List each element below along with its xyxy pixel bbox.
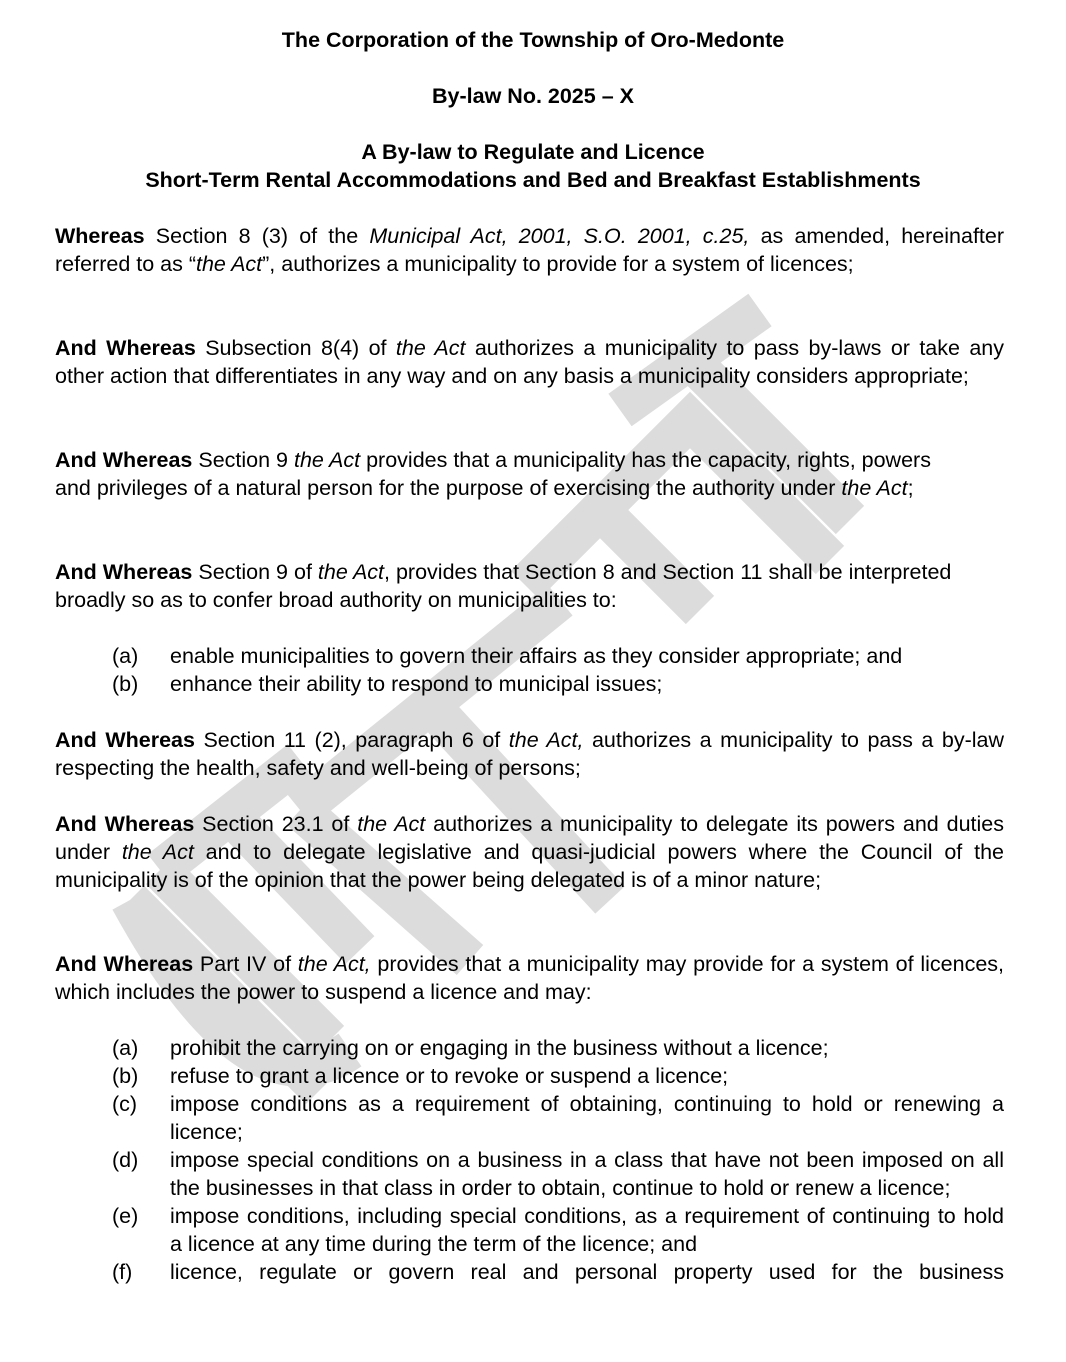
description-line-2: Short-Term Rental Accommodations and Bed and Breakfast Establishments xyxy=(145,168,921,192)
part4-list xyxy=(112,1034,1004,1286)
list-item: (c) impose conditions as a requirement of obtaining, continuing to hold or renewing a licence; xyxy=(112,1092,1004,1144)
list-item: (a) enable municipalities to govern their affairs as they consider appropriate; and xyxy=(112,644,903,668)
recital-3: And Whereas Section 9 the Act provides that a municipality has the capacity, rights, powers and privileges of a natural person for the purpose of exercising the authority under the Act; xyxy=(55,448,931,500)
corporation-heading: The Corporation of the Township of Oro-Medonte xyxy=(281,28,785,52)
section9-list xyxy=(112,642,1004,698)
description-line-1: A By-law to Regulate and Licence xyxy=(361,140,705,164)
list-item: (d) impose special conditions on a business in a class that have not been imposed on all the businesses in that class in order to obtain, continue to hold or renew a licence; xyxy=(112,1148,1004,1200)
list-item: (a) prohibit the carrying on or engaging in the business without a licence; xyxy=(112,1036,829,1060)
list-item: (b) refuse to grant a licence or to revoke or suspend a licence; xyxy=(112,1064,729,1088)
list-item: (f) licence, regulate or govern real and personal property used for the business xyxy=(112,1260,1004,1284)
recital-7: And Whereas Part IV of the Act, provides that a municipality may provide for a system of licences, which includes the power to suspend a licence and may: xyxy=(55,952,1004,1004)
list-item: (b) enhance their ability to respond to municipal issues; xyxy=(112,672,663,696)
recital-1: Whereas Section 8 (3) of the Municipal Act, 2001, S.O. 2001, c.25, as amended, hereinafter referred to as “the Act”, authorizes a municipality to provide for a system of licences; xyxy=(55,224,1005,276)
recital-5: And Whereas Section 11 (2), paragraph 6 of the Act, authorizes a municipality to pass a by-law respecting the health, safety and well-being of persons; xyxy=(55,728,1004,780)
recital-4: And Whereas Section 9 of the Act, provides that Section 8 and Section 11 shall be interpreted broadly so as to confer broad authority on municipalities to: xyxy=(55,560,952,612)
list-item: (e) impose conditions, including special conditions, as a requirement of continuing to hold a licence at any time during the term of the licence; and xyxy=(112,1204,1004,1256)
bylaw-description-heading xyxy=(0,138,1066,194)
recital-2: And Whereas Subsection 8(4) of the Act authorizes a municipality to pass by-laws or take any other action that differentiates in any way and on any basis a municipality considers appropriate; xyxy=(55,336,1005,388)
recital-6: And Whereas Section 23.1 of the Act authorizes a municipality to delegate its powers and duties under the Act and to delegate legislative and quasi-judicial powers where the Council of the municipality is of the opinion that the power being delegated is of a minor nature; xyxy=(55,812,1004,892)
bylaw-number-heading: By-law No. 2025 – X xyxy=(432,84,634,108)
